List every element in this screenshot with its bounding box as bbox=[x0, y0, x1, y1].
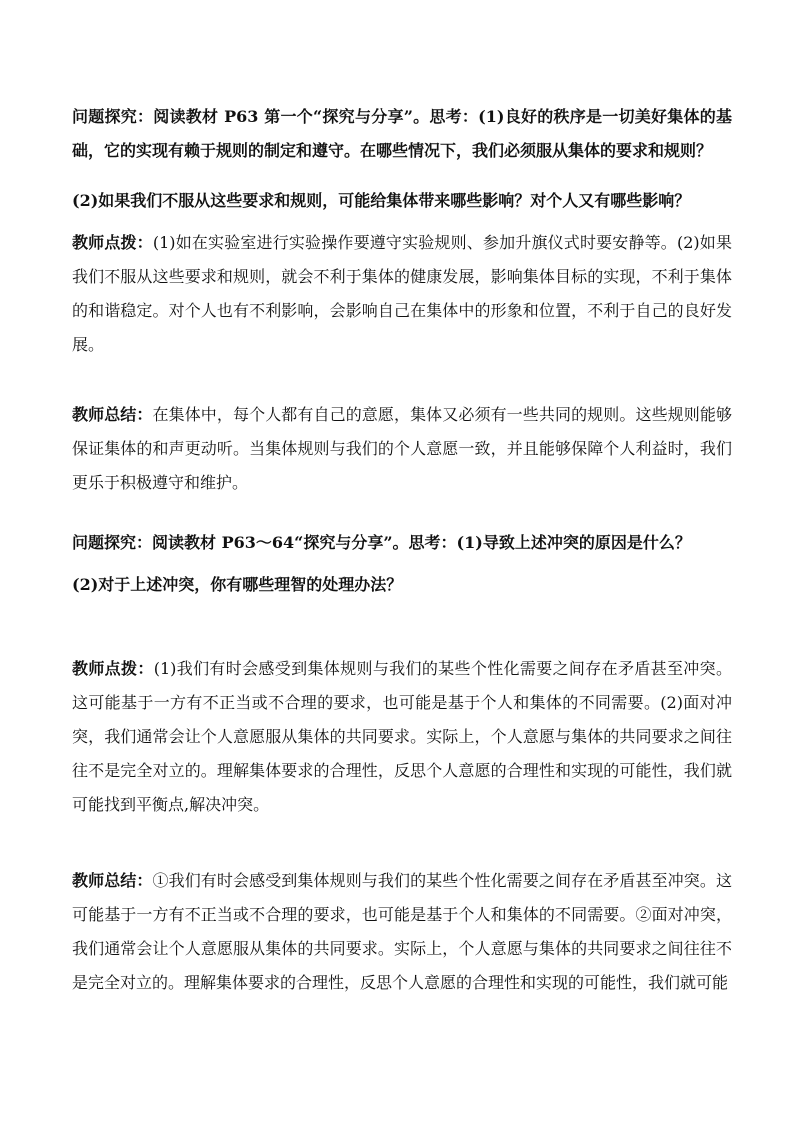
teacher-guide-2 bbox=[72, 652, 732, 822]
section-label: 问题探究： bbox=[72, 533, 153, 552]
section-text: 在集体中，每个人都有自己的意愿，集体又必须有一些共同的规则。这些规则能够保证集体的和声更动听。当集体规则与我们的个人意愿一致，并且能够保障个人利益时，我们更乐于积极遵守和维护。 bbox=[72, 405, 732, 492]
section-text: (2)如果我们不服从这些要求和规则，可能给集体带来哪些影响？对个人又有哪些影响？ bbox=[72, 191, 691, 210]
section-label: 教师点拨： bbox=[72, 659, 154, 678]
teacher-summary-2 bbox=[72, 864, 732, 1000]
question-explore-2-part2 bbox=[72, 568, 732, 602]
section-text: (1)我们有时会感受到集体规则与我们的某些个性化需要之间存在矛盾甚至冲突。这可能基于一方有不正当或不合理的要求，也可能是基于个人和集体的不同需要。(2)面对冲突，我们通常会让个人意愿服从集体的共同要求。实际上，个人意愿与集体的共同要求之间往往不是完全对立的。理解集体要求的合理性，反思个人意愿的合理性和实现的可能性，我们就可能找到平衡点,解决冲突。 bbox=[72, 659, 732, 814]
question-explore-1 bbox=[72, 100, 732, 168]
section-text: 阅读教材 P63～64“探究与分享”。思考：(1)导致上述冲突的原因是什么？ bbox=[152, 533, 691, 552]
question-explore-1-part2 bbox=[72, 184, 732, 218]
section-label: 教师总结： bbox=[72, 871, 153, 890]
section-text: (1)如在实验室进行实验操作要遵守实验规则、参加升旗仪式时要安静等。(2)如果我们不服从这些要求和规则，就会不利于集体的健康发展，影响集体目标的实现，不利于集体的和谐稳定。对个人也有不利影响，会影响自己在集体中的形象和位置，不利于自己的良好发展。 bbox=[72, 233, 732, 354]
teacher-guide-1 bbox=[72, 226, 732, 362]
section-text: (2)对于上述冲突，你有哪些理智的处理办法？ bbox=[72, 575, 403, 594]
section-text: ①我们有时会感受到集体规则与我们的某些个性化需要之间存在矛盾甚至冲突。这可能基于一方有不正当或不合理的要求，也可能是基于个人和集体的不同需要。②面对冲突，我们通常会让个人意愿服从集体的共同要求。实际上，个人意愿与集体的共同要求之间往往不是完全对立的。理解集体要求的合理性，反思个人意愿的合理性和实现的可能性，我们就可能 bbox=[72, 871, 732, 992]
section-label: 问题探究： bbox=[72, 107, 154, 126]
section-label: 教师总结： bbox=[72, 405, 153, 424]
question-explore-2 bbox=[72, 526, 732, 560]
teacher-summary-1 bbox=[72, 398, 732, 500]
section-text: 阅读教材 P63 第一个“探究与分享”。思考：(1)良好的秩序是一切美好集体的基础，它的实现有赖于规则的制定和遵守。在哪些情况下，我们必须服从集体的要求和规则？ bbox=[72, 107, 732, 160]
section-label: 教师点拨： bbox=[72, 233, 153, 252]
